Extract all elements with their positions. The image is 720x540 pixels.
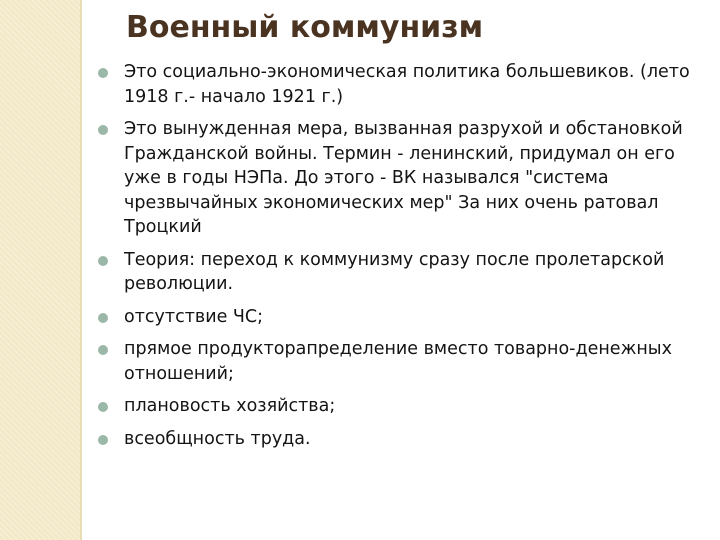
bullet-dot-icon [98,435,108,445]
bullet-dot-icon [98,345,108,355]
bullet-text: плановость хозяйства; [124,396,336,416]
bullet-item [98,427,698,452]
bullet-item [98,394,698,419]
bullet-item [98,337,698,386]
bullet-item [98,305,698,330]
bullet-dot-icon [98,256,108,266]
bullet-item [98,60,698,109]
bullet-dot-icon [98,125,108,135]
bullet-text: всеобщность труда. [124,428,311,449]
bullet-list [98,60,698,459]
bullet-dot-icon [98,402,108,412]
left-decorative-band [0,0,80,540]
bullet-dot-icon [98,313,108,323]
bullet-text: отсутствие ЧС; [124,306,264,327]
bullet-text: прямое продукторапределение вместо товарно-денежных отношений; [124,339,672,384]
bullet-text: Это вынужденная мера, вызванная разрухой и обстановкой Гражданской войны. Термин - ленинский, придумал он его уже в годы НЭПа. До этого - ВК назывался "система чрезвычайных экономических мер" За них очень ратовал Троцкий [124,119,683,237]
bullet-item [98,117,698,240]
bullet-text: Это социально-экономическая политика большевиков. (лето 1918 г.- начало 1921 г.) [124,62,690,107]
bullet-item [98,248,698,297]
bullet-dot-icon [98,68,108,78]
band-divider [80,0,82,540]
bullet-text: Теория: переход к коммунизму сразу после пролетарской революции. [124,249,665,294]
slide-title: Военный коммунизм [126,10,484,45]
